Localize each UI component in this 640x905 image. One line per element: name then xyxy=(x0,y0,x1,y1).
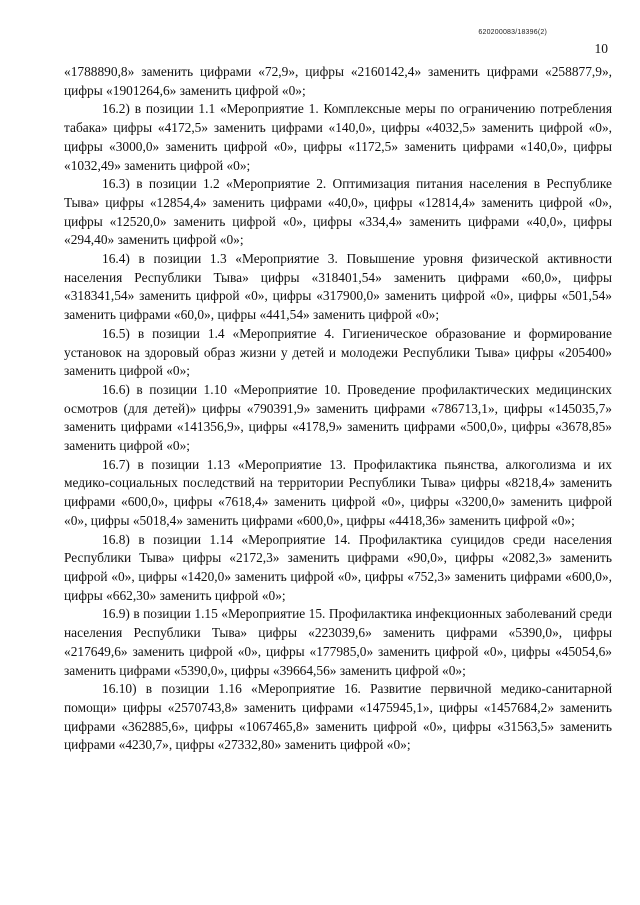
paragraph-16-3: 16.3) в позиции 1.2 «Мероприятие 2. Оптимизация питания населения в Республике Тыва» цифры «12854,4» заменить цифрами «40,0», цифры «12814,4» заменить цифрой «0», цифры «12520,0» заменить цифрой «0», цифры «334,4» заменить цифрами «40,0», цифры «294,40» заменить цифрой «0»; xyxy=(64,176,612,248)
paragraph-16-8: 16.8) в позиции 1.14 «Мероприятие 14. Профилактика суицидов среди населения Республики Тыва» цифры «2172,3» заменить цифрами «90,0», цифры «2082,3» заменить цифрой «0», цифры «1420,0» заменить цифрой «0», цифры «752,3» заменить цифрами «600,0», цифры «662,30» заменить цифрой «0»; xyxy=(64,531,612,603)
paragraph-16-9: 16.9) в позиции 1.15 «Мероприятие 15. Профилактика инфекционных заболеваний среди населения Республики Тыва» цифры «223039,6» заменить цифрами «5390,0», цифры «217649,6» заменить цифрой «0», цифры «177985,0» заменить цифрой «0», цифры «45054,6» заменить цифрами «5390,0», цифры «39664,56» заменить цифрой «0»; xyxy=(64,606,612,678)
paragraph-continuation: «1788890,8» заменить цифрами «72,9», цифры «2160142,4» заменить цифрами «258877,9», цифры «1901264,6» заменить цифрой «0»; xyxy=(64,64,612,98)
document-body xyxy=(64,63,612,755)
paragraph-16-2: 16.2) в позиции 1.1 «Мероприятие 1. Комплексные меры по ограничению потребления табака» цифры «4172,5» заменить цифрами «140,0», цифры «4032,5» заменить цифрой «0», цифры «3000,0» заменить цифрой «0», цифры «1172,5» заменить цифрами «140,0», цифры «1032,49» заменить цифрой «0»; xyxy=(64,101,612,173)
document-code: 620200083/18396(2) xyxy=(478,29,547,36)
paragraph-16-10: 16.10) в позиции 1.16 «Мероприятие 16. Развитие первичной медико-санитарной помощи» цифры «2570743,8» заменить цифрами «1475945,1», цифры «1457684,2» заменить цифрами «362885,6», цифры «1067465,8» заменить цифрой «0», цифры «31563,5» заменить цифрами «4230,7», цифры «27332,80» заменить цифрой «0»; xyxy=(64,681,612,753)
paragraph-16-6: 16.6) в позиции 1.10 «Мероприятие 10. Проведение профилактических медицинских осмотров (для детей)» цифры «790391,9» заменить цифрами «786713,1», цифры «145035,7» заменить цифрами «141356,9», цифры «4178,9» заменить цифрами «500,0», цифры «3678,85» заменить цифрой «0»; xyxy=(64,381,612,454)
paragraph-16-4: 16.4) в позиции 1.3 «Мероприятие 3. Повышение уровня физической активности населения Республики Тыва» цифры «318401,54» заменить цифрами «60,0», цифры «318341,54» заменить цифрой «0», цифры «317900,0» заменить цифрой «0», цифры «501,54» заменить цифрами «60,0», цифры «441,54» заменить цифрой «0»; xyxy=(64,251,612,323)
page-number: 10 xyxy=(594,41,608,56)
paragraph-16-5: 16.5) в позиции 1.4 «Мероприятие 4. Гигиеническое образование и формирование установок на здоровый образ жизни у детей и молодежи Республики Тыва» цифры «205400» заменить цифрой «0»; xyxy=(64,325,612,379)
paragraph-16-7: 16.7) в позиции 1.13 «Мероприятие 13. Профилактика пьянства, алкоголизма и их медико-социальных последствий на территории Республики Тыва» цифры «8218,4» заменить цифрами «600,0», цифры «7618,4» заменить цифрой «0», цифры «3200,0» заменить цифрой «0», цифры «5018,4» заменить цифрами «600,0», цифры «4418,36» заменить цифрой «0»; xyxy=(64,456,612,528)
